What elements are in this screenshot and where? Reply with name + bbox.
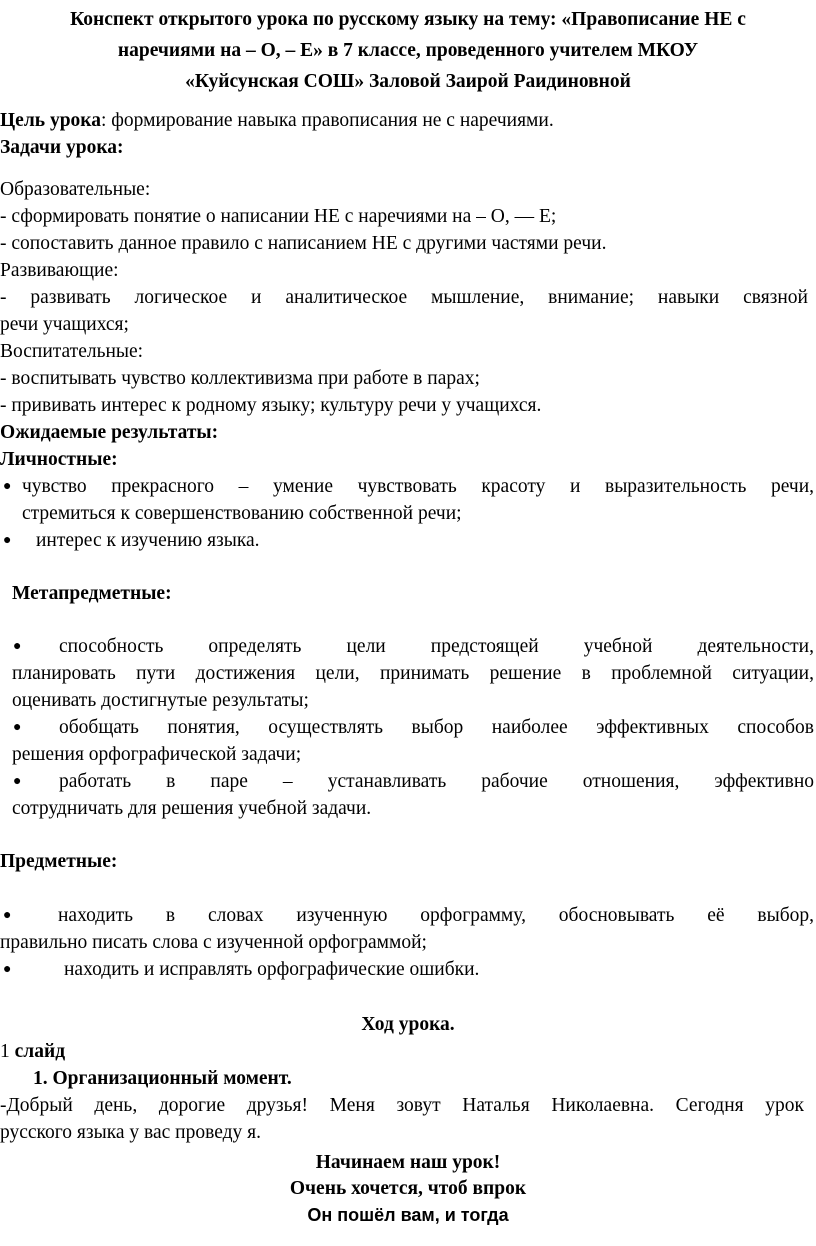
poem-line-2: Очень хочется, чтоб впрок <box>289 1178 527 1199</box>
slide-line <box>0 1039 65 1065</box>
meta-label: Метапредметные: <box>12 583 172 604</box>
developing-line-1: - развивать логическое и аналитическое мышление, внимание; навыки связной <box>0 287 808 308</box>
bullet-dot-icon: ● <box>3 533 12 548</box>
greeting-line-1: -Добрый день, дорогие друзья! Меня зовут Наталья Николаевна. Сегодня урок <box>0 1095 804 1116</box>
meta-item-3-line-1: работать в паре – устанавливать рабочие отношения, эффективно <box>59 771 814 792</box>
upbringing-label: Воспитательные: <box>0 341 144 362</box>
educational-item-1: - сформировать понятие о написании НЕ с наречиями на – О, — Е; <box>0 206 557 227</box>
bullet-dot-icon: ● <box>3 908 12 923</box>
upbringing-item-1: - воспитывать чувство коллективизма при работе в парах; <box>0 368 480 389</box>
subject-item-2: находить и исправлять орфографические ошибки. <box>64 959 480 980</box>
personal-item-1-line-2: стремиться к совершенствованию собственной речи; <box>22 503 462 524</box>
title-line-1: Конспект открытого урока по русскому языку на тему: «Правописание НЕ с <box>70 9 746 30</box>
subject-item-1-line-2: правильно писать слова с изученной орфограммой; <box>0 932 427 953</box>
meta-item-1-line-3: оценивать достигнутые результаты; <box>12 690 309 711</box>
bullet-dot-icon: ● <box>13 720 22 735</box>
bullet-dot-icon: ● <box>13 639 22 654</box>
meta-item-1-line-2: планировать пути достижения цели, принимать решение в проблемной ситуации, <box>12 663 814 684</box>
developing-label: Развивающие: <box>0 260 119 281</box>
bullet-dot-icon: ● <box>3 479 12 494</box>
upbringing-item-2: - прививать интерес к родному языку; культуру речи у учащихся. <box>0 395 542 416</box>
document-title <box>0 4 816 97</box>
personal-item-2: интерес к изучению языка. <box>36 530 260 551</box>
personal-label: Личностные: <box>0 449 118 470</box>
developing-line-2: речи учащихся; <box>0 314 129 335</box>
poem-line-1: Начинаем наш урок! <box>315 1152 501 1173</box>
meta-item-2-line-1: обобщать понятия, осуществлять выбор наиболее эффективных способов <box>59 717 814 738</box>
step-1-heading: 1. Организационный момент. <box>33 1068 292 1089</box>
slide-number: 1 <box>0 1041 10 1062</box>
educational-label: Образовательные: <box>0 179 151 200</box>
goal-text: : формирование навыка правописания не с наречиями. <box>101 110 554 131</box>
meta-item-3-line-2: сотрудничать для решения учебной задачи. <box>12 798 372 819</box>
meta-item-1-line-1: способность определять цели предстоящей учебной деятельности, <box>59 636 814 657</box>
expected-heading: Ожидаемые результаты: <box>0 422 219 443</box>
educational-item-2: - сопоставить данное правило с написанием НЕ с другими частями речи. <box>0 233 607 254</box>
goal-line <box>0 108 554 134</box>
subject-item-1-line-1: находить в словах изученную орфограмму, обосновывать её выбор, <box>58 905 814 926</box>
title-line-2: наречиями на – О, – Е» в 7 классе, проведенного учителем МКОУ <box>117 40 699 61</box>
poem-line-3: Он пошёл вам, и тогда <box>307 1205 509 1225</box>
bullet-dot-icon: ● <box>3 962 12 977</box>
subject-label: Предметные: <box>0 851 118 872</box>
meta-item-2-line-2: решения орфографической задачи; <box>12 744 302 765</box>
goal-label: Цель урока <box>0 110 101 131</box>
personal-item-1-line-1: чувство прекрасного – умение чувствовать красоту и выразительность речи, <box>22 476 814 497</box>
greeting-line-2: русского языка у вас проведу я. <box>0 1122 261 1143</box>
title-line-3: «Куйсунская СОШ» Заловой Заирой Раидиновной <box>185 71 631 92</box>
lesson-heading: Ход урока. <box>361 1014 455 1035</box>
slide-word: слайд <box>14 1041 66 1062</box>
bullet-dot-icon: ● <box>13 774 22 789</box>
tasks-heading: Задачи урока: <box>0 137 124 158</box>
